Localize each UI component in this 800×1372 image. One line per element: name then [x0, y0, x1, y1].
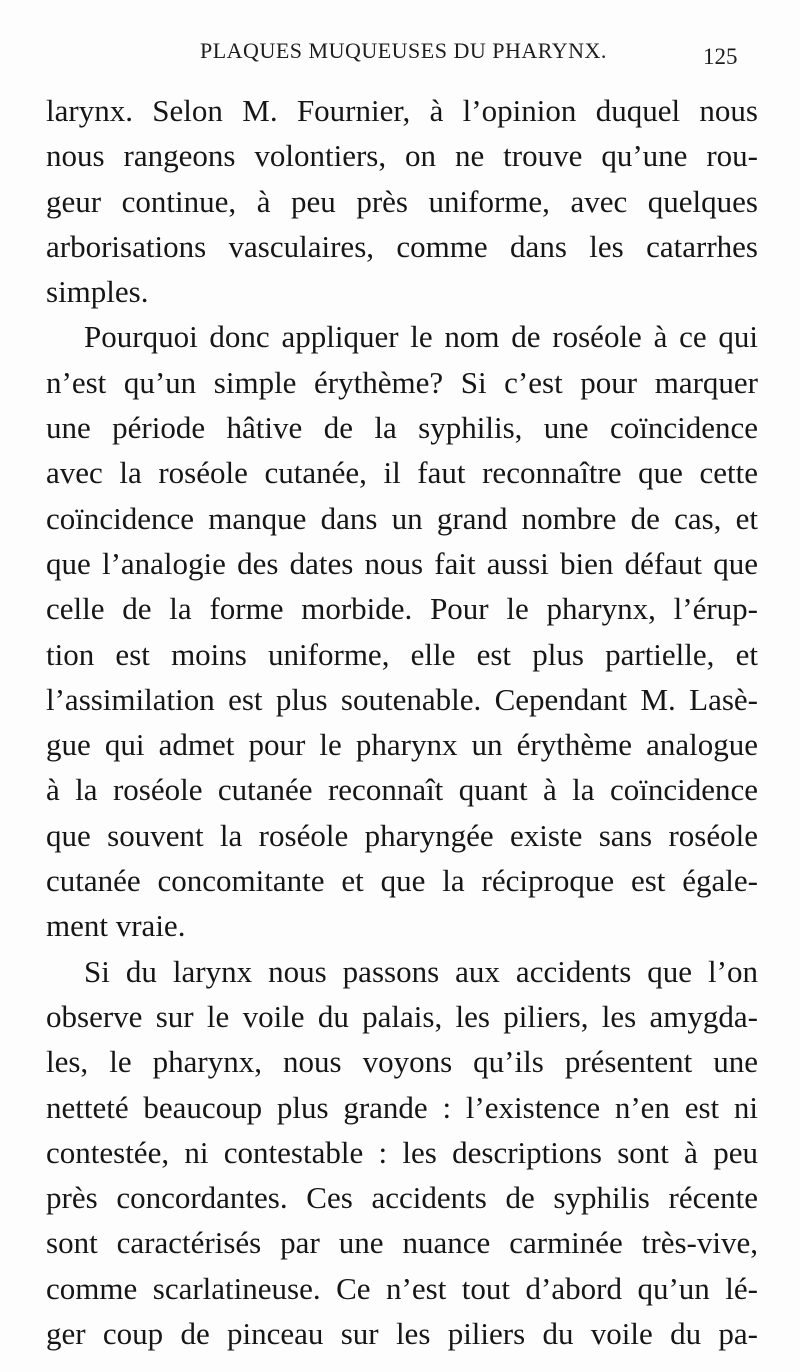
text-line: tion est moins uniforme, elle est plus partielle, et — [46, 636, 758, 672]
text-line: l’assimilation est plus soutenable. Cependant M. Lasè- — [46, 681, 758, 717]
text-line: que souvent la roséole pharyngée existe sans roséole — [46, 817, 758, 853]
text-line: près concordantes. Ces accidents de syphilis récente — [46, 1180, 758, 1216]
text-line: arborisations vasculaires, comme dans les catarrhes — [46, 228, 758, 264]
text-line: netteté beaucoup plus grande : l’existence n’en est ni — [46, 1089, 758, 1125]
text-line: Si du larynx nous passons aux accidents que l’on — [84, 953, 758, 989]
text-line: les, le pharynx, nous voyons qu’ils présentent une — [46, 1044, 758, 1080]
text-line: cutanée concomitante et que la réciproque est égale- — [46, 863, 758, 899]
body-text — [46, 88, 758, 1356]
text-line: avec la roséole cutanée, il faut reconnaître que cette — [46, 455, 758, 491]
text-line: que l’analogie des dates nous fait aussi bien défaut que — [46, 545, 758, 581]
text-line: nous rangeons volontiers, on ne trouve qu’une rou- — [46, 138, 758, 174]
text-line: larynx. Selon M. Fournier, à l’opinion duquel nous — [46, 93, 758, 128]
running-title: PLAQUES MUQUEUSES DU PHARYNX. — [200, 38, 607, 63]
text-line: ger coup de pinceau sur les piliers du voile du pa- — [46, 1316, 758, 1352]
text-line: ment vraie. — [46, 908, 186, 944]
page-number: 125 — [703, 44, 738, 69]
paragraph-1 — [46, 88, 758, 314]
text-line: Pourquoi donc appliquer le nom de roséole à ce qui — [84, 319, 758, 355]
text-line: gue qui admet pour le pharynx un érythème analogue — [46, 727, 758, 763]
text-line: celle de la forme morbide. Pour le pharynx, l’érup- — [46, 591, 758, 627]
paragraph-3 — [46, 949, 758, 1357]
text-line: à la roséole cutanée reconnaît quant à la coïncidence — [46, 772, 758, 808]
paragraph-2 — [46, 314, 758, 948]
text-line: une période hâtive de la syphilis, une coïncidence — [46, 410, 758, 446]
text-line: contestée, ni contestable : les descriptions sont à peu — [46, 1134, 758, 1170]
text-line: comme scarlatineuse. Ce n’est tout d’abord qu’un lé- — [46, 1270, 758, 1306]
text-line: sont caractérisés par une nuance carminée très-vive, — [46, 1225, 758, 1261]
text-line: geur continue, à peu près uniforme, avec quelques — [46, 183, 758, 219]
text-line: observe sur le voile du palais, les piliers, les amygda- — [46, 998, 758, 1034]
text-line: simples. — [46, 274, 149, 310]
text-line: coïncidence manque dans un grand nombre de cas, et — [46, 500, 758, 536]
text-line: n’est qu’un simple érythème? Si c’est pour marquer — [46, 364, 758, 400]
